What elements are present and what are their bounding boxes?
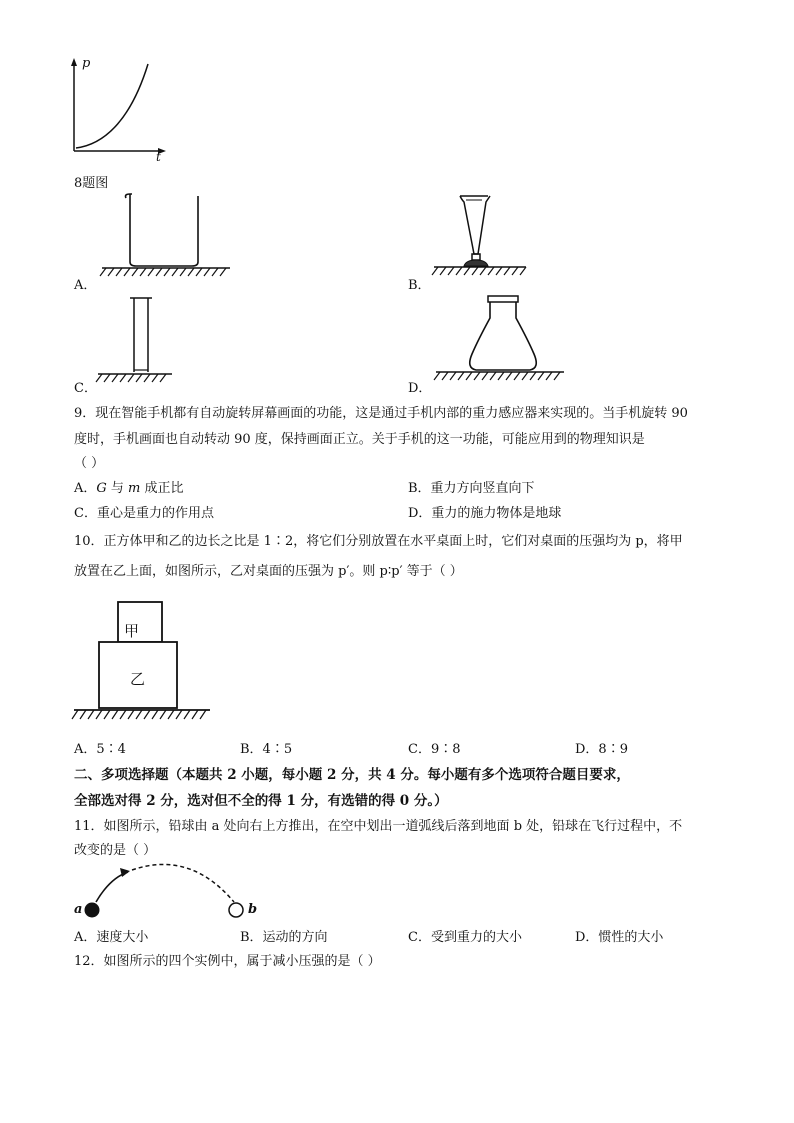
point-a-label: a [74, 902, 83, 917]
q9-option-a-m: m [128, 481, 141, 496]
q9-stem-line2: 度时，手机画面也自动转动 90 度，保持画面正立。关于手机的这一功能，可能应用到的物理知识是 [74, 432, 645, 447]
q8-option-b-label: B． [408, 278, 431, 293]
q11-option-d: D．惯性的大小 [575, 930, 664, 945]
q10-stem-line1: 10．正方体甲和乙的边长之比是 1∶2，将它们分别放置在水平桌面上时，它们对桌面的压强均为 p，将甲 [74, 534, 683, 549]
q10-stem-line2: 放置在乙上面，如图所示，乙对桌面的压强为 p′。则 p∶p′ 等于（ ） [74, 564, 463, 579]
q8-figure-caption-text: 8题图 [74, 176, 109, 191]
test-tube-figure [94, 294, 174, 384]
q11-option-a: A．速度大小 [74, 930, 149, 945]
q11-stem-line1: 11．如图所示，铅球由 a 处向右上方推出，在空中划出一道弧线后落到地面 b 处，铅球在飞行过程中，不 [74, 819, 683, 834]
q9-option-b: B．重力方向竖直向下 [408, 481, 535, 496]
beaker-figure [96, 192, 232, 278]
q10-option-c: C．9∶8 [408, 742, 461, 757]
point-b-label: b [248, 902, 258, 917]
q9-option-a-mid: 与 [106, 481, 129, 496]
stacked-cubes-figure [72, 598, 212, 728]
q12-stem: 12．如图所示的四个实例中，属于减小压强的是（ ） [74, 954, 381, 969]
q9-option-a [74, 477, 184, 496]
section2-header-line1: 二、多项选择题（本题共 2 小题，每小题 2 分，共 4 分。每小题有多个选项符合题目要求， [74, 767, 630, 783]
section2-header-line2: 全部选对得 2 分，选对但不全的得 1 分，有选错的得 0 分。） [74, 793, 448, 809]
q8-option-d-label: D． [408, 381, 432, 396]
q10-option-a: A．5∶4 [74, 742, 126, 757]
measuring-glass-figure [430, 190, 530, 278]
q9-option-a-pre: A． [74, 481, 97, 496]
q11-option-b: B．运动的方向 [240, 930, 328, 945]
q10-option-b: B．4∶5 [240, 742, 293, 757]
q9-option-c: C．重心是重力的作用点 [74, 506, 214, 521]
q8-option-c-label: C． [74, 381, 97, 396]
conical-flask-figure [432, 292, 568, 384]
q9-option-a-post: 成正比 [140, 481, 184, 496]
q11-option-c: C．受到重力的大小 [408, 930, 522, 945]
q11-stem-line2: 改变的是（ ） [74, 843, 157, 858]
q10-option-d: D．8∶9 [575, 742, 628, 757]
graph-x-label: t [156, 150, 161, 164]
graph-y-label: p [82, 56, 91, 71]
q8-option-a-label: A． [74, 278, 97, 293]
q9-option-a-g: G [96, 481, 107, 496]
q9-stem-line1: 9．现在智能手机都有自动旋转屏幕画面的功能，这是通过手机内部的重力感应器来实现的。当手机旋转 90 [74, 406, 688, 421]
q9-option-d: D．重力的施力物体是地球 [408, 506, 562, 521]
cube-yi-label: 乙 [130, 670, 146, 688]
q9-bracket: （ ） [74, 456, 105, 471]
cube-jia-label: 甲 [124, 622, 140, 640]
shot-put-trajectory-figure [70, 858, 270, 924]
